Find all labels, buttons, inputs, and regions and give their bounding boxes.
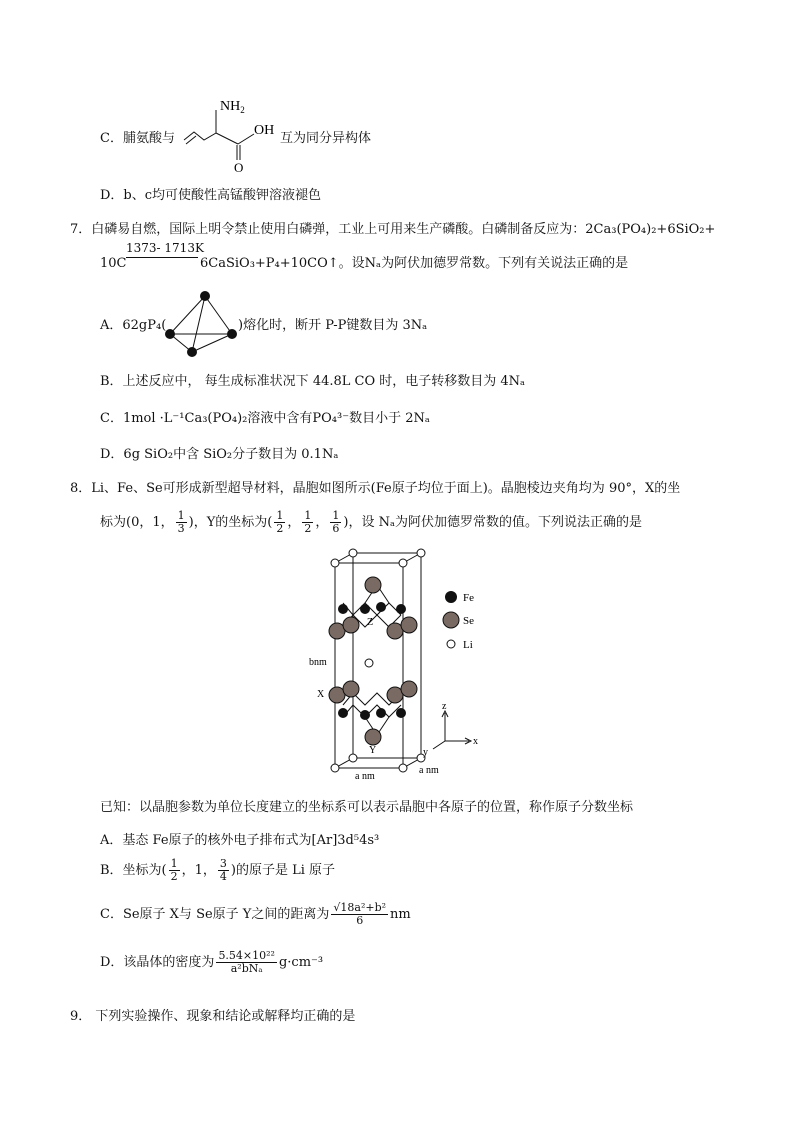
label-a-nm-side: a nm: [419, 765, 439, 776]
q7-option-b: B．上述反应中， 每生成标准状况下 44.8L CO 时，电子转移数目为 4Nₐ: [100, 374, 526, 389]
fraction-c-distance: $\frac{\text{√18a²+b²}}{6}$: [333, 901, 387, 928]
label-a-nm-bottom: a nm: [355, 771, 375, 782]
fraction-y-z: $\frac{1}{6}$: [332, 509, 340, 536]
legend-se: Se: [463, 615, 474, 627]
legend-li: Li: [463, 639, 473, 651]
q6-option-c-suffix: 互为同分异构体: [280, 131, 372, 146]
q7-stem-line2-left: 10C: [100, 256, 127, 271]
q6-option-d: D．b、c均可使酸性高锰酸钾溶液褪色: [100, 188, 322, 203]
o-label: O: [234, 160, 244, 174]
fraction-y-x: $\frac{1}{2}$: [276, 509, 284, 536]
crystal-unit-cell-figure: [305, 545, 495, 783]
q8-option-b-prefix: B．坐标为(: [100, 862, 167, 878]
legend-fe: Fe: [463, 592, 474, 604]
fraction-d-density: $\frac{\text{5.54×10²²}}{\text{a²bNₐ}}$: [218, 949, 275, 976]
q8-stem-tail: )，设 Nₐ为阿伏加德罗常数的值。下列说法正确的是: [343, 514, 642, 530]
q8-option-c-prefix: C．Se原子 X与 Se原子 Y之间的距离为: [100, 906, 330, 922]
q7-stem-line1: 7．白磷易自燃，国际上明令禁止使用白磷弹，工业上可用来生产磷酸。白磷制备反应为：2Ca₃(PO₄)₂+6SiO₂+: [70, 222, 716, 237]
label-z-atom: Z: [367, 617, 374, 628]
q8-option-d: [100, 950, 323, 975]
p4-tetrahedron-structure: [160, 286, 244, 358]
axis-z-label: z: [442, 701, 447, 712]
q7-option-a-suffix: )熔化时，断开 P-P键数目为 3Nₐ: [238, 318, 428, 333]
fraction-b-z: $\frac{3}{4}$: [219, 857, 227, 884]
q6-option-c-prefix: C．脯氨酸与: [100, 131, 175, 146]
q8-x-coord-label: 标为(0，1，: [100, 514, 174, 530]
fraction-b-x: $\frac{1}{2}$: [170, 857, 178, 884]
oh-label: OH: [254, 123, 275, 138]
q7-reaction-condition: 1373- 1713K: [126, 241, 204, 255]
label-b-nm: bnm: [309, 657, 327, 668]
q7-option-c: C．1mol ·L⁻¹Ca₃(PO₄)₂溶液中含有PO₄³⁻数目小于 2Nₐ: [100, 411, 430, 426]
q7-option-a-prefix: A．62gP₄(: [100, 318, 167, 333]
fraction-y-y: $\frac{1}{2}$: [304, 509, 312, 536]
q8-option-d-suffix: g·cm⁻³: [278, 954, 324, 970]
fraction-x-z: $\frac{1}{3}$: [177, 509, 185, 536]
q8-option-b-suffix: )的原子是 Li 原子: [230, 862, 336, 878]
nh2-label: $NH_2$: [220, 99, 245, 115]
q7-option-d: D．6g SiO₂中含 SiO₂分子数目为 0.1Nₐ: [100, 447, 339, 462]
q8-stem-line1: 8．Li、Fe、Se可形成新型超导材料，晶胞如图所示(Fe原子均位于面上)。晶胞棱边夹角均为 90°，X的坐: [70, 481, 681, 496]
q7-condition-arrow: [126, 257, 198, 258]
q8-stem-line2: 标为(0，1， $\frac{1}{3}$ )，Y的坐标为( $\frac{1}{2}$ ， $\frac{1}{2}$ ， $\frac{1}{6}$ )，设 Nₐ为阿伏加德罗常数的值。下列说法正确的是: [100, 509, 642, 536]
q9-stem: 9． 下列实验操作、现象和结论或解释均正确的是: [70, 1009, 356, 1024]
label-y-atom: Y: [369, 745, 377, 756]
q6-option-c: [100, 131, 175, 147]
label-x-atom: X: [317, 689, 325, 700]
q8-known-note: 已知：以晶胞参数为单位长度建立的坐标系可以表示晶胞中各原子的位置，称作原子分数坐标: [100, 800, 634, 815]
q8-option-b-mid: ，1，: [181, 862, 216, 878]
q8-option-b: [100, 858, 335, 883]
q8-option-c-suffix: nm: [390, 906, 411, 922]
q8-y-coord-label: )，Y的坐标为(: [188, 514, 273, 530]
axis-y-label: y: [423, 747, 428, 758]
q8-option-a: A．基态 Fe原子的核外电子排布式为[Ar]3d⁵4s³: [100, 833, 380, 848]
q8-option-c: [100, 902, 411, 927]
q7-stem-line2-right: 6CaSiO₃+P₄+10CO↑。设Nₐ为阿伏加德罗常数。下列有关说法正确的是: [200, 256, 629, 271]
proline-isomer-structure: [180, 92, 280, 174]
axis-x-label: x: [473, 736, 478, 747]
q8-option-d-prefix: D．该晶体的密度为: [100, 954, 215, 970]
